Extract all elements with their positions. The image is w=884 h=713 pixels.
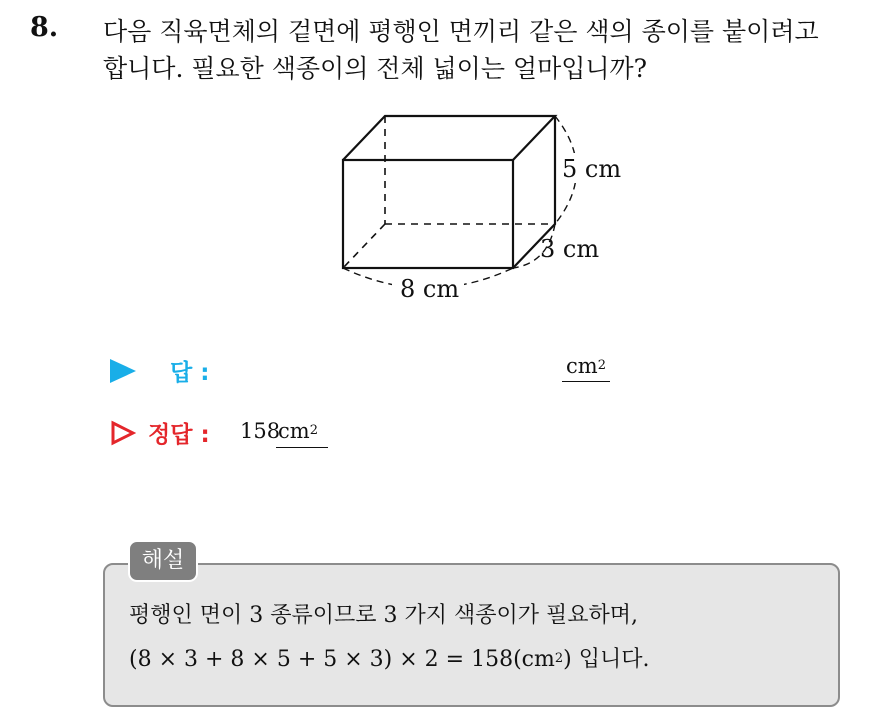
cuboid-edges bbox=[343, 116, 555, 268]
cuboid-hidden-edges bbox=[343, 116, 555, 268]
cuboid-top-face bbox=[343, 116, 555, 160]
depth-label: 3 cm bbox=[540, 235, 600, 263]
question-number: 8. bbox=[30, 12, 59, 43]
correct-answer-value: 158 bbox=[240, 419, 281, 443]
question-text bbox=[103, 13, 873, 87]
right-triangle-outline-icon bbox=[110, 420, 136, 446]
question-text-line-1: 다음 직육면체의 겉면에 평행인 면끼리 같은 색의 종이를 붙이려고 bbox=[103, 17, 819, 46]
cuboid-front-face bbox=[343, 160, 513, 268]
width-label: 8 cm bbox=[400, 275, 460, 303]
answer-label: 답 : bbox=[170, 360, 210, 386]
answer-underline bbox=[562, 381, 610, 382]
solution-line-2: $(8 \times 3 + 8 \times 5 + 5 \times 3) \times 2 = 158(cm^2)$ 입니다. bbox=[129, 647, 650, 672]
answer-input[interactable] bbox=[562, 352, 610, 384]
solution-box bbox=[103, 563, 840, 707]
correct-answer-underline bbox=[276, 447, 328, 448]
correct-answer-label: 정답 : bbox=[148, 422, 210, 448]
height-label: 5 cm bbox=[562, 155, 622, 183]
answer-unit: $cm^2$ bbox=[566, 354, 606, 378]
solution-tab: 해설 bbox=[128, 540, 198, 582]
answer-row bbox=[108, 350, 608, 390]
correct-answer-unit: $cm^2$ bbox=[276, 417, 328, 447]
right-triangle-filled-icon bbox=[108, 358, 138, 384]
question-text-line-2: 합니다. 필요한 색종이의 전체 넓이는 얼마입니까? bbox=[103, 54, 648, 83]
correct-answer-row bbox=[110, 412, 510, 452]
cuboid-figure bbox=[330, 105, 640, 310]
solution-line-1: 평행인 면이 3 종류이므로 3 가지 색종이가 필요하며, bbox=[129, 603, 638, 628]
